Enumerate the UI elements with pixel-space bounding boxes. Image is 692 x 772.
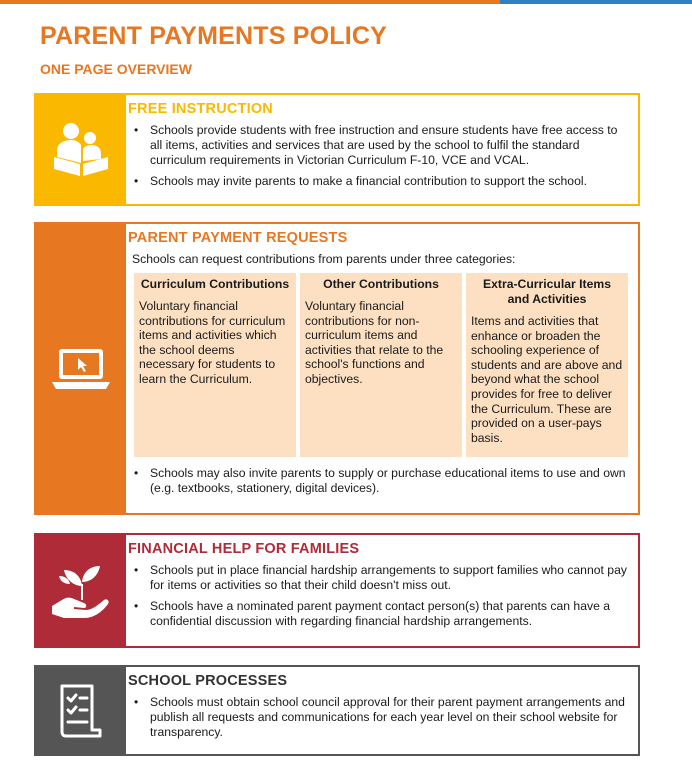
contribution-categories [134,273,628,457]
hand-plant-icon [50,562,112,620]
category-body: Items and activities that enhance or broaden the schooling experience of students and are above and beyond what the school provides for free to deliver the Curriculum. These are provided on a user-pays basis. [471,314,623,445]
list-item: • Schools put in place financial hardship arrangements to support families who cannot pay for items or activities so that their child doesn't miss out. [128,563,630,593]
category-heading: Other Contributions [323,277,439,291]
free-instruction-icon-panel [36,95,126,204]
checklist-icon [56,682,106,740]
list-item: • Schools have a nominated parent payment contact person(s) that parents can have a confidential discussion with regarding financial hardship arrangements. [128,599,630,629]
section-financial-help [34,533,640,648]
school-processes-bullets [128,695,630,740]
financial-help-heading: FINANCIAL HELP FOR FAMILIES [128,541,360,557]
category-extra-curricular [466,273,628,457]
list-item: • Schools provide students with free instruction and ensure students have free access to all items, activities and services that are used by the school to fulfil the standard curriculum requirements in Victorian Curriculum F-10, VCE and VCAL. [128,123,630,168]
category-heading: Extra-Curricular Items and Activities [482,277,612,306]
section-school-processes [34,665,640,756]
section-parent-payment-requests [34,222,640,515]
category-other-contributions [300,273,462,457]
free-instruction-heading: FREE INSTRUCTION [128,101,273,117]
list-item: • Schools may invite parents to make a financial contribution to support the school. [128,174,630,189]
financial-help-content [128,535,638,646]
laptop-icon [50,345,112,393]
parent-payment-content [128,224,638,513]
parent-payment-icon-panel [36,224,126,513]
top-accent-orange [0,0,500,4]
category-heading: Curriculum Contributions [140,277,290,291]
section-free-instruction [34,93,640,206]
financial-help-icon-panel [36,535,126,646]
school-processes-icon-panel [36,667,126,754]
school-processes-content [128,667,638,754]
top-accent-blue [500,0,692,4]
parent-payment-intro: Schools can request contributions from parents under three categories: [132,252,516,266]
page-title: PARENT PAYMENTS POLICY [40,22,388,50]
category-curriculum-contributions [134,273,296,457]
top-accent-bar [0,0,692,4]
free-instruction-bullets [128,123,630,189]
free-instruction-content [128,95,638,204]
parent-payment-heading: PARENT PAYMENT REQUESTS [128,230,348,246]
parent-payment-bullets [128,466,630,496]
category-body: Voluntary financial contributions for curriculum items and activities which the school deems necessary for students to learn the Curriculum. [139,299,286,386]
category-body: Voluntary financial contributions for non-curriculum items and activities that relate to the school's functions and objectives. [305,299,444,386]
school-processes-heading: SCHOOL PROCESSES [128,673,288,689]
page-subtitle: ONE PAGE OVERVIEW [40,61,192,77]
list-item: • Schools must obtain school council approval for their parent payment arrangements and publish all requests and communications for each year level on their school website for transparency. [128,695,630,740]
list-item: • Schools may also invite parents to supply or purchase educational items to use and own (e.g. textbooks, stationery, digital devices). [128,466,630,496]
financial-help-bullets [128,563,630,629]
reading-people-icon [50,121,112,179]
